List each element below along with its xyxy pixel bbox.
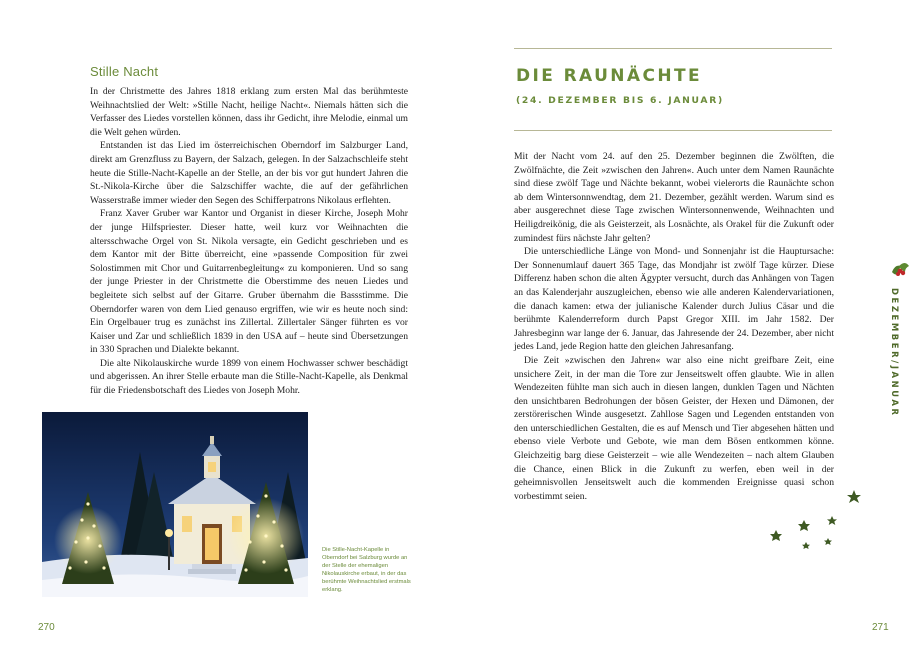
paragraph: Die unterschiedliche Länge von Mond- und Sonnenjahr ist die Hauptursache: Der Sonnenumlauf dauert 365 Tage, das Mondjahr ist zwölf Tage kürzer. Diese Differenz haben schon die alten Ägypter versucht, durch das Anhängen von Tagen an das Kalenderjahr auszugleichen, ebenso wie alle anderen Kalendervariationen, die danach kamen: etwa der julianische Kalender durch Julius Cäsar und die berühmte Kalenderreform durch Papst Gregor XIII. im Jahr 1582. Der Jahresbeginn war lange der 6. Januar, das Jahresende der 24. Dezember, aber nicht jedes Land, jede Region hatte den gleichen Jahresanfang. — [514, 246, 834, 353]
chapter-subtitle: (24. DEZEMBER BIS 6. JANUAR) — [516, 95, 724, 106]
paragraph: Franz Xaver Gruber war Kantor und Organist in dieser Kirche, Joseph Mohr der junge Hilfspriester. Dieser hatte, weil kurz vor Weihnachten die altersschwache Orgel von St. Nikola versagte, ein Gedicht geschrieben und es dem Kantor mit der Bitte überreicht, eine »passende Composition für zwei Solostimmen mit Chor und Guitarrenbegleitung« zu komponieren. Und so sang der junge Priester in der Christmette die Oberstimme des neuen Liedes und begleitete sich selbst auf der Gitarre. Gruber übernahm die Bassstimme. Die Oberndorfer waren von dem Lied genauso ergriffen, wie wir es heute noch sind: Ein Orgelbauer trug es zunächst ins Zillertal. Zillertaler Sänger führten es vor Kaiser und Zar und schließlich 1839 in den USA auf – heute sind Übersetzungen in 330 Sprachen und Dialekte bekannt. — [90, 208, 408, 356]
stars-decoration-icon — [762, 486, 872, 556]
chapel-photo-illustration — [42, 412, 308, 597]
right-body-text — [514, 150, 834, 503]
chapel-photo — [42, 412, 308, 597]
page-number-right: 271 — [872, 622, 889, 633]
paragraph: Die Zeit »zwischen den Jahren« war also eine nicht greifbare Zeit, eine unsichere Zeit, in der man die Tore zur Jenseitswelt offen glaubte. Wie in allen Wendezeiten fühlte man sich auch in diesen langen, dunklen Tagen und Nächten den unsichtbaren Bedrohungen der bösen Geister, der Hexen und Dämonen, der zerstörerischen Winde ausgesetzt. Zahllose Sagen und Legenden entstanden von den unterschiedlichen Gestalten, die es auf Mensch und Tier abgesehen hätten und ebenso viele Verbote und Gebote, wie man dem Bösen entkommen könne. Gleichzeitig barg diese Geisterzeit – wie alle Wendezeiten – nach altem Glauben die Chance, einen Blick in die Zukunft zu werfen, eben weil in der geheimnisvollen Jenseitswelt auch die kommenden Ereignisse quasi schon vorbestimmt seien. — [514, 354, 834, 502]
section-title: Stille Nacht — [90, 64, 159, 79]
chapter-title: DIE RAUNÄCHTE — [516, 66, 702, 86]
page-number-left: 270 — [38, 622, 55, 633]
photo-caption: Die Stille-Nacht-Kapelle in Oberndorf bei Salzburg wurde an der Stelle der ehemaligen Nikolauskirche erbaut, in der das berühmte Weihnachtslied erstmals erklang. — [322, 547, 411, 593]
bottom-rule — [514, 130, 832, 131]
holly-icon — [889, 258, 911, 282]
right-page — [462, 0, 924, 648]
paragraph: Mit der Nacht vom 24. auf den 25. Dezember beginnen die Zwölften, die Zwölfnächte, die Zeit »zwischen den Jahren«. Auch unter dem Namen Raunächte sind diese zwölf Tage und Nächte bekannt, wobei vielerorts die Raunächte schon ab dem Wintersonnwendtag, dem 21. Dezember, gezählt werden. Warum sind es aber ausgerechnet diese Tage zwischen Wintersonnenwende, Weihnachten und Heiligdreikönig, die als Geisterzeit, als Losnächte, als Orakel für die Zukunft oder zumindest fürs nächste Jahr gelten? — [514, 151, 834, 244]
paragraph: In der Christmette des Jahres 1818 erklang zum ersten Mal das berühmteste Weihnachtslied der Welt: »Stille Nacht, heilige Nacht«. Niemals hätten sich die Verfasser des Liedes vorstellen können, dass ihr Gedicht, ihre Melodie, einmal um die Welt gehen würden. — [90, 86, 408, 138]
paragraph: Entstanden ist das Lied im österreichischen Oberndorf im Salzburger Land, direkt am Grenzfluss zu Bayern, der Salzach, gelegen. In der Salzachschleife steht heute die Stille-Nacht-Kapelle an der Stelle, an der bis vor gut hundert Jahren die St.-Nikola-Kirche über die Salzschiffer wachte, die auf der gefährlichen Wasserstraße immer wieder den Segen des Schifferpatrons Nikolaus erflehten. — [90, 140, 408, 206]
paragraph: Die alte Nikolauskirche wurde 1899 von einem Hochwasser schwer beschädigt und abgerissen. An ihrer Stelle erbaute man die Stille-Nacht-Kapelle, als Denkmal für die Friedensbotschaft des Liedes von Joseph Mohr. — [90, 357, 408, 397]
side-tab-label: DEZEMBER/JANUAR — [890, 288, 900, 418]
left-body-text — [90, 85, 408, 398]
top-rule — [514, 48, 832, 49]
